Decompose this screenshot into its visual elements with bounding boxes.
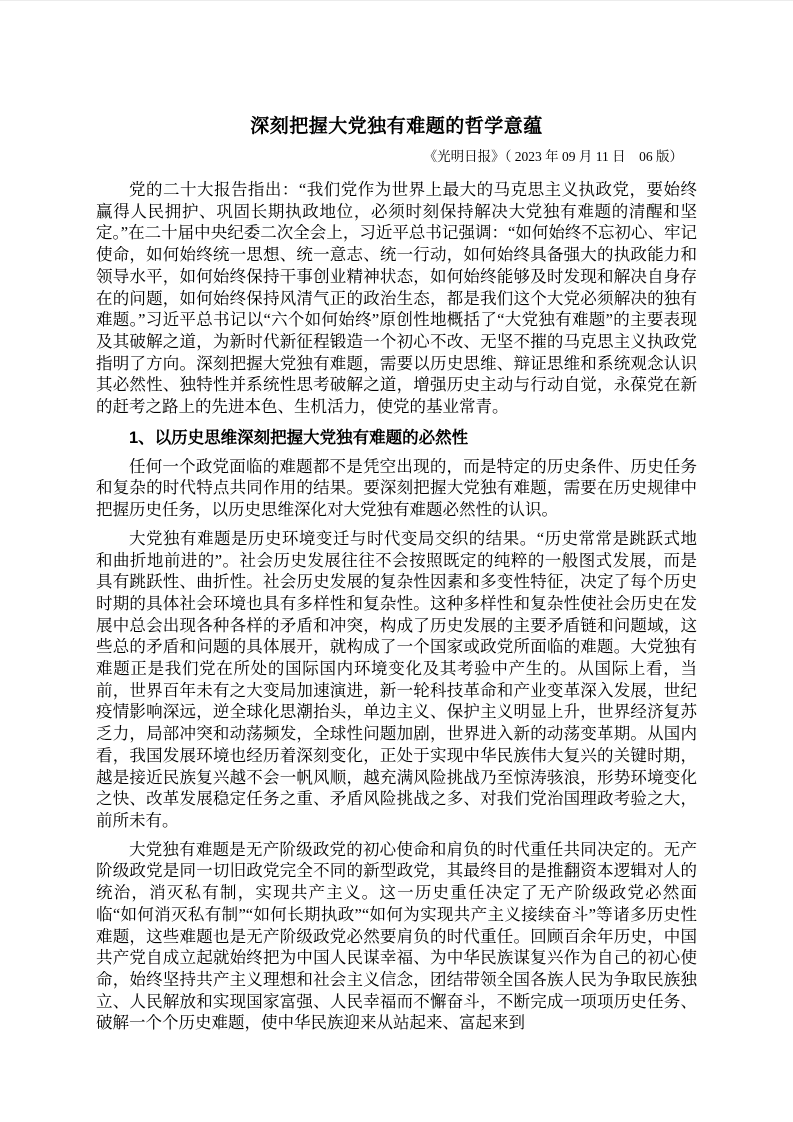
section-heading-1: 1、以历史思维深刻把握大党独有难题的必然性 bbox=[129, 428, 469, 447]
article-paragraph-intro: 党的二十大报告指出：“我们党作为世界上最大的马克思主义执政党，要始终赢得人民拥护、巩固长期执政地位，必须时刻保持解决大党独有难题的清醒和坚定。”在二十届中央纪委二次全会上，习近平总书记强调：“如何始终不忘初心、牢记使命，如何始终统一思想、统一意志、统一行动，如何始终具备强大的执政能力和领导水平，如何始终保持干事创业精神状态，如何始终能够及时发现和解决自身存在的问题，如何始终保持风清气正的政治生态，都是我们这个大党必须解决的独有难题。”习近平总书记以“六个如何始终”原创性地概括了“大党独有难题”的主要表现及其破解之道，为新时代新征程锻造一个初心不改、无坚不摧的马克思主义执政党指明了方向。深刻把握大党独有难题，需要以历史思维、辩证思维和系统观念认识其必然性、独特性并系统性思考破解之道，增强历史主动与行动自觉，永葆党在新的赶考之路上的先进本色、生机活力，使党的基业常青。 bbox=[96, 180, 697, 417]
article-paragraph-3: 大党独有难题是历史环境变迁与时代变局交织的结果。“历史常常是跳跃式地和曲折地前进的”。社会历史发展往往不会按照既定的纯粹的一般图式发展，而是具有跳跃性、曲折性。社会历史发展的复杂性因素和多变性特征，决定了每个历史时期的具体社会环境也具有多样性和复杂性。这种多样性和复杂性使社会历史在发展中总会出现各种各样的矛盾和冲突，构成了历史发展的主要矛盾链和问题域，这些总的矛盾和问题的具体展开，就构成了一个国家或政党所面临的难题。大党独有难题正是我们党在所处的国际国内环境变化及其考验中产生的。从国际上看，当前，世界百年未有之大变局加速演进，新一轮科技革命和产业变革深入发展，世纪疫情影响深远，逆全球化思潮抬头，单边主义、保护主义明显上升，世界经济复苏乏力，局部冲突和动荡频发，全球性问题加剧，世界进入新的动荡变革期。从国内看，我国发展环境也经历着深刻变化，正处于实现中华民族伟大复兴的关键时期，越是接近民族复兴越不会一帆风顺，越充满风险挑战乃至惊涛骇浪，形势环境变化之快、改革发展稳定任务之重、矛盾风险挑战之多、对我们党治国理政考验之大，前所未有。 bbox=[96, 528, 697, 830]
article-title: 深刻把握大党独有难题的哲学意蕴 bbox=[250, 116, 543, 137]
article-paragraph-4: 大党独有难题是无产阶级政党的初心使命和肩负的时代重任共同决定的。无产阶级政党是同一切旧政党完全不同的新型政党，其最终目的是推翻资本逻辑对人的统治，消灭私有制，实现共产主义。这一历史重任决定了无产阶级政党必然面临“如何消灭私有制”“如何长期执政”“如何为实现共产主义接续奋斗”等诸多历史性难题，这些难题也是无产阶级政党必然要肩负的时代重任。回顾百余年历史，中国共产党自成立起就始终把为中国人民谋幸福、为中华民族谋复兴作为自己的初心使命，始终坚持共产主义理想和社会主义信念，团结带领全国各族人民为争取民族独立、人民解放和实现国家富强、人民幸福而不懈奋斗，不断完成一项项历史任务、破解一个个历史难题，使中华民族迎来从站起来、富起来到 bbox=[96, 839, 697, 1033]
article-paragraph-2: 任何一个政党面临的难题都不是凭空出现的，而是特定的历史条件、历史任务和复杂的时代特点共同作用的结果。要深刻把握大党独有难题，需要在历史规律中把握历史任务，以历史思维深化对大党独有难题必然性的认识。 bbox=[96, 456, 697, 520]
source-line: 《光明日报》（ 2023 年 09 月 11 日 06 版） bbox=[423, 149, 683, 164]
